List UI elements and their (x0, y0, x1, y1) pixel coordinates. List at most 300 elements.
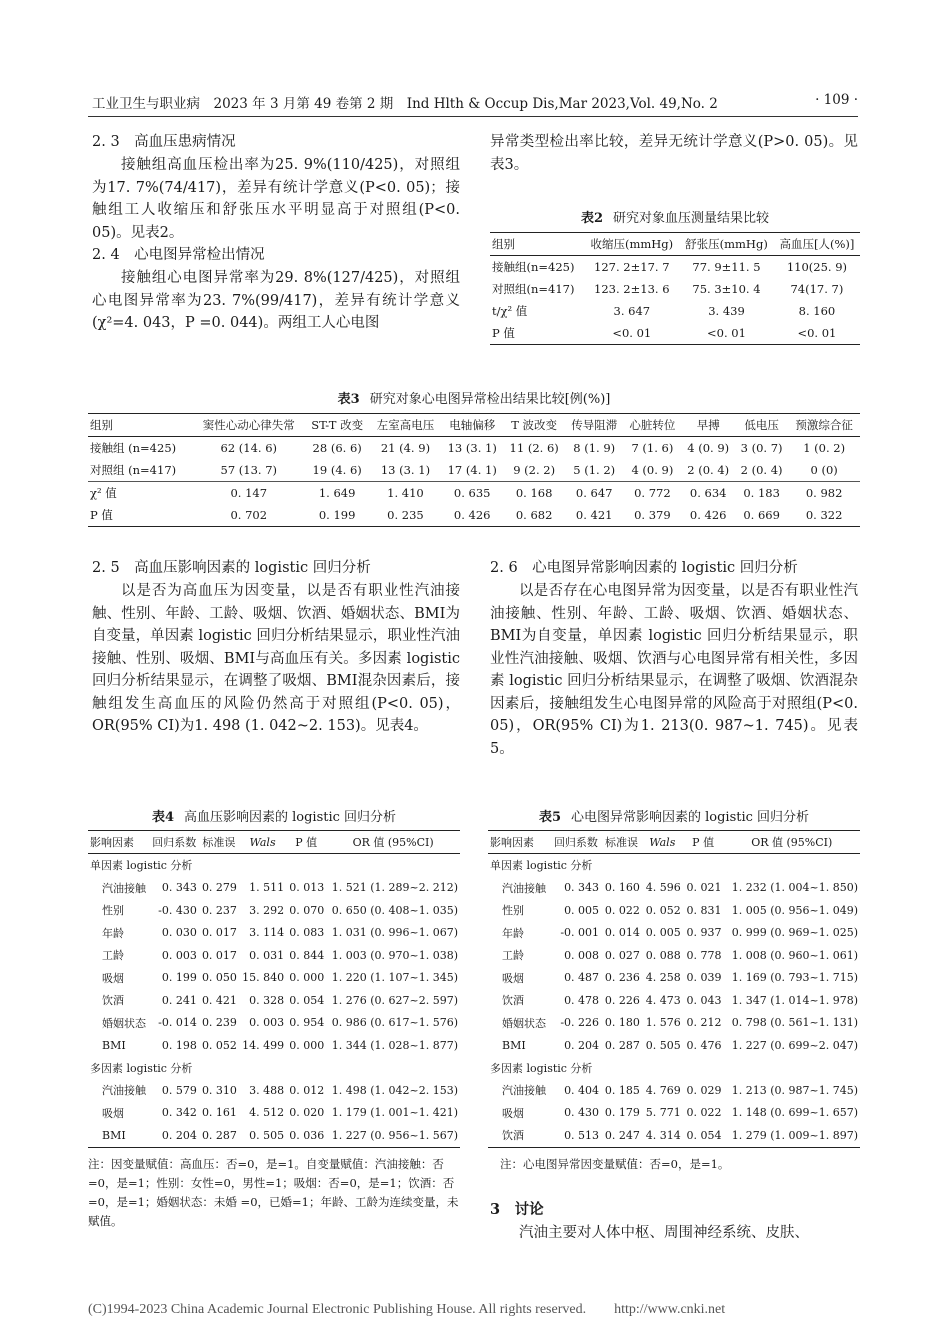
table5-cell: 0. 005 (645, 926, 681, 940)
table3-cell: 3 (0. 7) (740, 441, 783, 455)
table3-header: 电轴偏移 (441, 414, 503, 437)
section-2-3-text: 接触组高血压检出率为25. 9%(110/425)，对照组为17. 7%(74/417)，差异有统计学意义(P<0. 05)；接触组工人收缩压和舒张压水平明显高于对照组(P<0. 05)。见表2。 (92, 157, 460, 241)
table2-cell: 3. 439 (708, 304, 745, 318)
table4-header: P 值 (286, 831, 326, 854)
table4-cell: 0. 000 (289, 1038, 325, 1052)
table4-cell: 1. 031 (0. 996~1. 067) (331, 926, 458, 940)
table5-group-label: 多因素 logistic 分析 (490, 1061, 593, 1075)
table4-cell: 14. 499 (242, 1038, 285, 1052)
table3-cell: 7 (1. 6) (631, 441, 674, 455)
table4-cell: 0. 279 (201, 881, 237, 895)
table4-cell: -0. 430 (158, 903, 197, 917)
table5-cell: 年龄 (502, 926, 524, 940)
table5-cell: 婚姻状态 (502, 1016, 546, 1030)
table3-cell: 1. 410 (387, 486, 424, 500)
table-row (490, 278, 860, 300)
table3-cell: 0. 669 (743, 508, 780, 522)
table4-cell: 0. 287 (201, 1128, 237, 1142)
table4-cell: 0. 070 (289, 903, 325, 917)
table5-cell: 1. 148 (0. 699~1. 657) (731, 1106, 858, 1120)
table-row (88, 1124, 460, 1147)
table4-cell: 0. 052 (201, 1038, 237, 1052)
table5-caption (488, 806, 860, 825)
table5-cell: 1. 213 (0. 987~1. 745) (731, 1083, 858, 1097)
table5-cell: BMI (502, 1038, 526, 1052)
table3-header: 早搏 (682, 414, 735, 437)
table-row (88, 1102, 460, 1125)
table5-cell: 0. 180 (604, 1016, 640, 1030)
section-2-4-text: 接触组心电图异常率为29. 8%(127/425)，对照组心电图异常率为23. 7%(99/417)，差异有统计学意义(χ²=4. 043，P =0. 044)。两组工人心电图 (92, 270, 460, 331)
table3-cell: 57 (13. 7) (220, 463, 278, 477)
table-row (88, 877, 460, 900)
table4-title: 高血压影响因素的 logistic 回归分析 (183, 810, 397, 825)
table3-cell: 0. 682 (515, 508, 553, 522)
table4-cell: 0. 012 (289, 1083, 325, 1097)
table4-cell: 吸烟 (102, 1106, 124, 1120)
table2-title: 研究对象血压测量结果比较 (613, 211, 770, 226)
section-2-4-title: 2. 4 心电图异常检出情况 (92, 247, 265, 263)
table2-cell: <0. 01 (612, 326, 652, 340)
table5-cell: 4. 473 (645, 993, 681, 1007)
table3-cell: 0. 634 (689, 486, 727, 500)
table4-cell: 0. 342 (161, 1106, 197, 1120)
table3-header: 组别 (88, 414, 193, 437)
table5-header: Wals (642, 831, 683, 854)
table2-cell: 127. 2±17. 7 (594, 260, 670, 274)
table5-cell: 0. 505 (645, 1038, 681, 1052)
table-row (88, 899, 460, 922)
table3-cell: 5 (1. 2) (573, 463, 616, 477)
table-row (88, 1034, 460, 1057)
table4-caption (88, 806, 460, 825)
page-number: · 109 · (815, 92, 858, 108)
table5 (488, 830, 860, 1148)
table-row (488, 922, 860, 945)
table2-header: 舒张压(mmHg) (679, 233, 774, 256)
table3-header: 传导阻滞 (565, 414, 623, 437)
table5-cell: 1. 169 (0. 793~1. 715) (731, 971, 858, 985)
table2-cell: <0. 01 (797, 326, 837, 340)
table4-cell: 饮酒 (102, 994, 124, 1008)
table4-cell: 0. 050 (201, 971, 237, 985)
table5-cell: 工龄 (502, 949, 524, 963)
section-2-3-body (92, 154, 460, 244)
table3-header-row (88, 414, 860, 437)
table5-cell: 0. 430 (564, 1106, 600, 1120)
table3-cell: 21 (4. 9) (380, 441, 431, 455)
table4-cell: 0. 083 (289, 926, 325, 940)
table4-cell: 1. 511 (249, 881, 285, 895)
table4-cell: 0. 161 (201, 1106, 237, 1120)
section-2-4-body (92, 267, 460, 335)
table4-cell: 0. 000 (289, 971, 325, 985)
table4-cell: 1. 003 (0. 970~1. 038) (331, 948, 458, 962)
table3-header: ST-T 改变 (305, 414, 370, 437)
table2-header: 收缩压(mmHg) (584, 233, 679, 256)
table4-cell: 3. 114 (249, 926, 285, 940)
table3-caption (88, 388, 860, 407)
table3-cell: χ² 值 (90, 486, 117, 500)
table5-cell: 4. 596 (645, 881, 681, 895)
table4-cell: 0. 421 (201, 993, 237, 1007)
table5-cell: 4. 769 (645, 1083, 681, 1097)
table4-cell: 0. 020 (289, 1106, 325, 1120)
table4-header: 影响因素 (88, 831, 150, 854)
journal-citation: 工业卫生与职业病 2023 年 3 月第 49 卷第 2 期 Ind Hlth & Occup Dis,Mar 2023,Vol. 49,No. 2 (92, 96, 718, 112)
table3-cell: 1. 649 (318, 486, 356, 500)
table3-cell: 0. 379 (634, 508, 671, 522)
table3-cell: 62 (14. 6) (220, 441, 278, 455)
table3-cell: 2 (0. 4) (740, 463, 783, 477)
section-2-6-title: 2. 6 心电图异常影响因素的 logistic 回归分析 (490, 560, 798, 576)
table5-cell: 0. 022 (604, 903, 640, 917)
table3-cell: 0. 147 (230, 486, 268, 500)
table-row (88, 1057, 460, 1080)
table5-cell: 0. 021 (686, 881, 722, 895)
table-row (488, 1102, 860, 1125)
table4-cell: 婚姻状态 (102, 1016, 146, 1030)
table3-cell: 0. 322 (805, 508, 843, 522)
table4-cell: 1. 276 (0. 627~2. 597) (331, 993, 458, 1007)
continuation-text: 异常类型检出率比较，差异无统计学意义(P>0. 05)。见表3。 (490, 134, 858, 173)
table3-cell: 4 (0. 9) (687, 441, 730, 455)
table4-cell: 0. 198 (161, 1038, 197, 1052)
table5-cell: 0. 029 (686, 1083, 722, 1097)
running-header (92, 92, 858, 112)
table2-header-row (490, 233, 860, 256)
table4-cell: 0. 199 (161, 971, 197, 985)
table5-cell: 吸烟 (502, 1106, 524, 1120)
table5-cell: 1. 279 (1. 009~1. 897) (731, 1128, 858, 1142)
table-row (488, 1079, 860, 1102)
table5-cell: -0. 226 (560, 1016, 600, 1030)
table5-cell: 0. 798 (0. 561~1. 131) (731, 1016, 858, 1030)
table5-cell: 0. 014 (604, 926, 640, 940)
table3-header: 心脏转位 (623, 414, 681, 437)
table3-cell: P 值 (90, 508, 113, 522)
table3-cell: 接触组 (n=425) (90, 441, 177, 455)
table4-cell: 0. 310 (201, 1083, 237, 1097)
table5-header: 影响因素 (488, 831, 551, 854)
table5-cell: 0. 404 (564, 1083, 600, 1097)
table4-cell: 0. 650 (0. 408~1. 035) (331, 903, 458, 917)
table-row (88, 944, 460, 967)
section-2-5-title: 2. 5 高血压影响因素的 logistic 回归分析 (92, 560, 371, 576)
table4-header: 标准误 (199, 831, 239, 854)
table5-cell: 0. 022 (686, 1106, 722, 1120)
table5-cell: 1. 005 (0. 956~1. 049) (731, 903, 858, 917)
table5-cell: 0. 478 (564, 993, 600, 1007)
table5-cell: 1. 347 (1. 014~1. 978) (731, 993, 858, 1007)
table3-cell: 9 (2. 2) (513, 463, 556, 477)
table4-cell: 0. 954 (289, 1016, 325, 1030)
table2 (490, 232, 860, 345)
table4-cell: 4. 512 (249, 1106, 285, 1120)
table2-cell: 8. 160 (798, 304, 836, 318)
table4-cell: 0. 505 (249, 1128, 285, 1142)
table-row (488, 877, 860, 900)
table3-cell: 17 (4. 1) (447, 463, 497, 477)
table3-cell: 0 (0) (810, 463, 838, 477)
table4-cell: 0. 844 (289, 948, 325, 962)
table3-cell: 0. 421 (575, 508, 613, 522)
table4-cell: 吸烟 (102, 971, 124, 985)
table4-cell: 15. 840 (242, 971, 285, 985)
table5-cell: 0. 226 (604, 993, 640, 1007)
table5-cell: 0. 287 (604, 1038, 640, 1052)
table3-cell: 对照组 (n=417) (90, 463, 177, 477)
table5-cell: 0. 937 (686, 926, 722, 940)
table4-group-label: 单因素 logistic 分析 (90, 859, 193, 873)
table4-cell: BMI (102, 1038, 126, 1052)
table3-cell: 0. 168 (515, 486, 553, 500)
table5-header: OR 值 (95%CI) (724, 831, 860, 854)
table2-cell: 对照组(n=417) (492, 282, 575, 296)
table3-label: 表3 (337, 392, 360, 407)
header-rule (88, 116, 858, 117)
table-row (88, 437, 860, 460)
table5-cell: 0. 008 (564, 948, 600, 962)
table5-cell: 饮酒 (502, 1129, 524, 1143)
right-column-continuation (490, 131, 858, 176)
table4-cell: 0. 017 (201, 948, 237, 962)
table-row (88, 504, 860, 527)
table4-cell: 年龄 (102, 926, 124, 940)
table5-cell: 汽油接触 (502, 1084, 546, 1098)
table5-cell: 0. 005 (564, 903, 600, 917)
table-row (490, 300, 860, 322)
table5-title: 心电图异常影响因素的 logistic 回归分析 (570, 810, 810, 825)
table5-cell: 性别 (502, 904, 524, 918)
table3-header: 低电压 (735, 414, 788, 437)
table3-cell: 0. 982 (805, 486, 843, 500)
table5-cell: 0. 247 (604, 1128, 640, 1142)
table3-cell: 0. 426 (689, 508, 727, 522)
table5-header: 标准误 (601, 831, 642, 854)
table3-cell: 19 (4. 6) (312, 463, 362, 477)
table4-cell: 0. 030 (161, 926, 197, 940)
table-row (488, 1057, 860, 1080)
table-row (488, 1012, 860, 1035)
table4-cell: 0. 343 (161, 881, 197, 895)
table-row (88, 989, 460, 1012)
table-row (88, 854, 460, 877)
table4-cell: 1. 344 (1. 028~1. 877) (331, 1038, 458, 1052)
table2-cell: <0. 01 (707, 326, 746, 340)
table4-cell: 0. 013 (289, 881, 325, 895)
table4-group-label: 多因素 logistic 分析 (90, 1061, 193, 1075)
table4-cell: 1. 227 (0. 956~1. 567) (331, 1128, 458, 1142)
table4-cell: 3. 292 (249, 903, 285, 917)
table4-cell: 0. 054 (289, 993, 325, 1007)
table3-cell: 11 (2. 6) (509, 441, 559, 455)
table5-cell: 0. 236 (604, 971, 640, 985)
table2-cell: 接触组(n=425) (492, 260, 575, 274)
table4-cell: 1. 498 (1. 042~2. 153) (331, 1083, 458, 1097)
table3-cell: 13 (3. 1) (380, 463, 431, 477)
table4-header: OR 值 (95%CI) (326, 831, 460, 854)
table5-cell: 0. 160 (604, 881, 640, 895)
table4-cell: 3. 488 (249, 1083, 285, 1097)
table3-cell: 0. 183 (743, 486, 780, 500)
table5-cell: 0. 487 (564, 971, 600, 985)
table5-cell: 0. 052 (645, 903, 681, 917)
table3-header: 窦性心动心律失常 (193, 414, 305, 437)
table3-title: 研究对象心电图异常检出结果比较[例(%)] (369, 392, 611, 407)
table-row (88, 482, 860, 505)
table5-cell: 0. 088 (645, 948, 681, 962)
table4-cell: 0. 017 (201, 926, 237, 940)
table3-cell: 0. 426 (453, 508, 491, 522)
table5-cell: 0. 778 (686, 948, 722, 962)
table5-header-row (488, 831, 860, 854)
table-row (88, 459, 860, 482)
table3-cell: 0. 635 (453, 486, 491, 500)
table2-cell: P 值 (492, 326, 515, 340)
table2-cell: 110(25. 9) (786, 260, 847, 274)
table2-cell: 3. 647 (613, 304, 651, 318)
table-row (490, 322, 860, 345)
table2-caption (490, 207, 860, 226)
table4-cell: 0. 237 (201, 903, 237, 917)
section-3-text: 汽油主要对人体中枢、周围神经系统、皮肤、 (519, 1225, 809, 1241)
table-row (488, 944, 860, 967)
section-2-3-title: 2. 3 高血压患病情况 (92, 134, 236, 150)
table4-cell: 0. 328 (249, 993, 285, 1007)
table4-cell: -0. 014 (158, 1016, 197, 1030)
table2-cell: 74(17. 7) (790, 282, 844, 296)
table3-cell: 1 (0. 2) (803, 441, 846, 455)
table5-cell: 1. 232 (1. 004~1. 850) (731, 881, 858, 895)
table-row (488, 1034, 860, 1057)
table-row (488, 854, 860, 877)
table5-cell: 4. 314 (645, 1128, 681, 1142)
table5-cell: 0. 831 (686, 903, 722, 917)
table5-cell: 0. 054 (686, 1128, 722, 1142)
table5-cell: 1. 227 (0. 699~2. 047) (731, 1038, 858, 1052)
table2-cell: 77. 9±11. 5 (692, 260, 761, 274)
table4-header-row (88, 831, 460, 854)
table-row (488, 899, 860, 922)
table-row (88, 1012, 460, 1035)
table5-cell: 吸烟 (502, 971, 524, 985)
table4-cell: 0. 036 (289, 1128, 325, 1142)
table5-cell: 0. 212 (686, 1016, 722, 1030)
table-row (88, 922, 460, 945)
table4-cell: 汽油接触 (102, 881, 146, 895)
table3-cell: 4 (0. 9) (631, 463, 674, 477)
table3-cell: 28 (6. 6) (312, 441, 362, 455)
table3-cell: 0. 647 (575, 486, 613, 500)
table2-header: 高血压[人(%)] (774, 233, 860, 256)
table5-label: 表5 (538, 810, 561, 825)
table5-cell: 1. 576 (645, 1016, 681, 1030)
table5-header: 回归系数 (551, 831, 601, 854)
table5-cell: 0. 185 (604, 1083, 640, 1097)
table5-cell: 0. 204 (564, 1038, 600, 1052)
section-3-title: 3 讨论 (490, 1201, 544, 1218)
table4 (88, 830, 460, 1148)
table3-cell: 0. 772 (634, 486, 671, 500)
table2-header: 组别 (490, 233, 584, 256)
table5-group-label: 单因素 logistic 分析 (490, 859, 593, 873)
table5-cell: 1. 008 (0. 960~1. 061) (731, 948, 858, 962)
table5-cell: 0. 999 (0. 969~1. 025) (731, 926, 858, 940)
table4-cell: 0. 239 (201, 1016, 237, 1030)
table3-cell: 0. 199 (318, 508, 356, 522)
table4-cell: 0. 003 (161, 948, 197, 962)
table4-cell: 1. 179 (1. 001~1. 421) (331, 1106, 458, 1120)
table5-cell: 0. 179 (604, 1106, 640, 1120)
table4-cell: 工龄 (102, 949, 124, 963)
section-2-5-text: 以是否为高血压为因变量，以是否有职业性汽油接触、性别、年龄、工龄、吸烟、饮酒、婚姻状态、BMI为自变量，单因素 logistic 回归分析结果显示，职业性汽油接触、性别、吸烟、BMI与高血压有关。多因素 logistic 回归分析结果显示，在调整了吸烟、BMI混杂因素后，接触组发生高血压的风险仍然高于对照组(P<0. 05)，OR(95% CI)为1. 498 (1. 042~2. 153)。见表4。 (92, 583, 460, 734)
table-row (88, 1079, 460, 1102)
table-row (488, 967, 860, 990)
table4-cell: 0. 986 (0. 617~1. 576) (331, 1016, 458, 1030)
table3-header: 预激综合征 (788, 414, 860, 437)
table3-header: T 波改变 (503, 414, 565, 437)
table5-cell: 0. 039 (686, 971, 722, 985)
table4-cell: 0. 241 (161, 993, 197, 1007)
table5-cell: 5. 771 (645, 1106, 681, 1120)
table4-cell: 1. 521 (1. 289~2. 212) (331, 881, 458, 895)
table3-cell: 2 (0. 4) (687, 463, 730, 477)
table2-cell: 123. 2±13. 6 (594, 282, 670, 296)
table-row (488, 989, 860, 1012)
section-2-5-body (92, 580, 460, 738)
table4-header: 回归系数 (150, 831, 199, 854)
table5-cell: 0. 043 (686, 993, 722, 1007)
table5-cell: 饮酒 (502, 994, 524, 1008)
table-row (88, 967, 460, 990)
table3-cell: 0. 702 (230, 508, 268, 522)
table4-cell: 0. 579 (161, 1083, 197, 1097)
table4-cell: 0. 003 (249, 1016, 285, 1030)
table3 (88, 413, 860, 527)
table-row (488, 1124, 860, 1147)
section-3-body (490, 1222, 858, 1245)
table4-note: 注：因变量赋值：高血压：否=0，是=1。自变量赋值：汽油接触：否=0，是=1；性别：女性=0，男性=1；吸烟：否=0，是=1；饮酒：否=0，是=1；婚姻状态：未婚 =0，已婚=1；年龄、工龄为连续变量，未赋值。 (88, 1157, 459, 1228)
table5-cell: 汽油接触 (502, 881, 546, 895)
table5-cell: -0. 001 (560, 926, 600, 940)
table4-cell: 性别 (102, 904, 124, 918)
table5-cell: 0. 476 (686, 1038, 722, 1052)
section-2-6-body (490, 580, 858, 760)
table5-cell: 0. 513 (564, 1128, 600, 1142)
table2-cell: t/χ² 值 (492, 304, 528, 318)
table2-label: 表2 (580, 211, 604, 226)
table4-cell: 汽油接触 (102, 1084, 146, 1098)
table5-cell: 0. 027 (604, 948, 640, 962)
section-2-6-text: 以是否存在心电图异常为因变量，以是否有职业性汽油接触、性别、年龄、工龄、吸烟、饮酒、婚姻状态、BMI为自变量，单因素 logistic 回归分析结果显示，职业性汽油接触、吸烟、饮酒与心电图异常有相关性，多因素 logistic 回归分析结果显示，在调整了吸烟、饮酒混杂因素后，接触组发生心电图异常的风险高于对照组(P<0. 05)，OR(95% CI)为1. 213(0. 987~1. 745)。见表5。 (490, 583, 858, 757)
table2-cell: 75. 3±10. 4 (692, 282, 761, 296)
table4-header: Wals (239, 831, 286, 854)
table3-cell: 8 (1. 9) (573, 441, 616, 455)
table5-cell: 4. 258 (645, 971, 681, 985)
table5-note: 注：心电图异常因变量赋值：否=0，是=1。 (500, 1157, 730, 1171)
table5-cell: 0. 343 (564, 881, 600, 895)
table-row (490, 256, 860, 279)
table4-cell: BMI (102, 1128, 126, 1142)
table3-cell: 0. 235 (387, 508, 424, 522)
table4-cell: 0. 204 (161, 1128, 197, 1142)
table4-cell: 0. 031 (249, 948, 285, 962)
table3-header: 左室高电压 (370, 414, 442, 437)
table5-header: P 值 (683, 831, 724, 854)
copyright-footer: (C)1994-2023 China Academic Journal Electronic Publishing House. All rights reserved. http://www.cnki.net (88, 1302, 726, 1317)
table3-cell: 13 (3. 1) (447, 441, 497, 455)
table4-label: 表4 (151, 810, 174, 825)
